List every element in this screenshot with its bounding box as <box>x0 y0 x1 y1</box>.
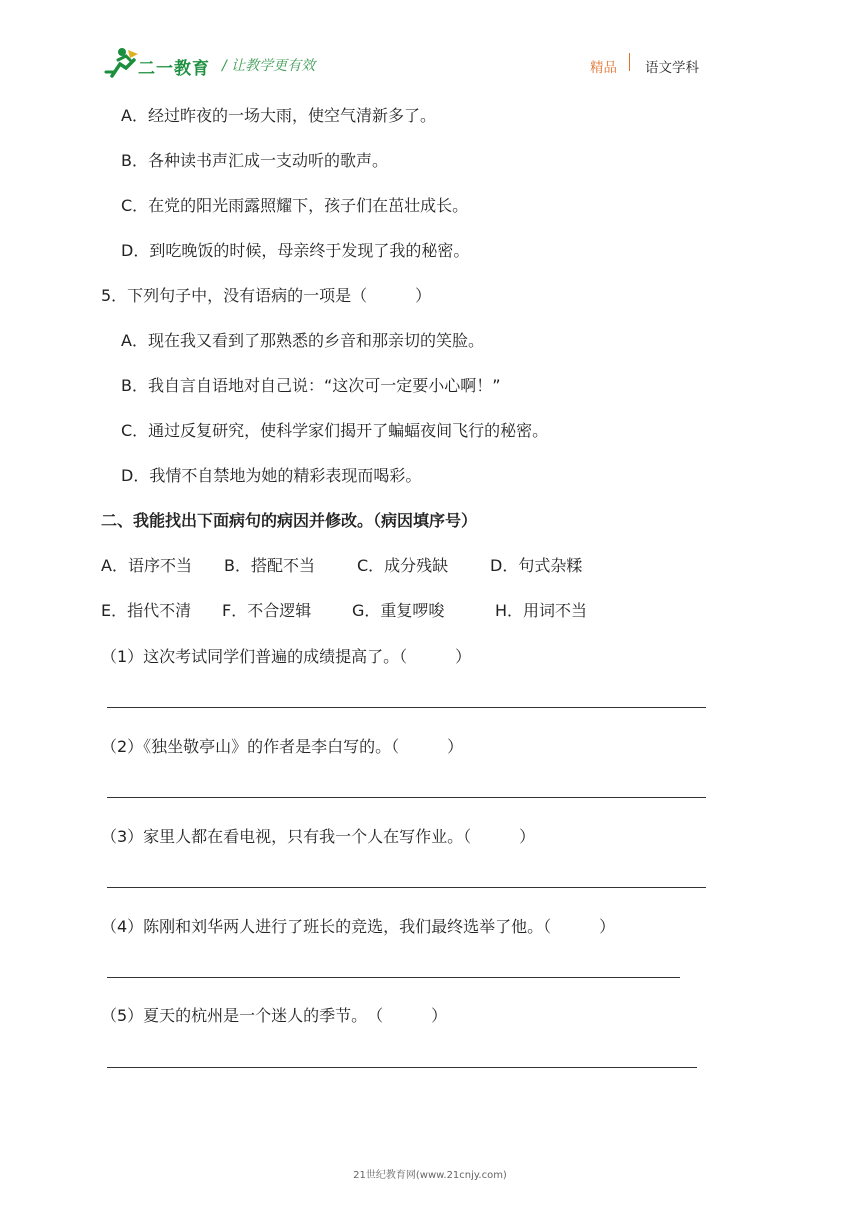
cause-b: B．搭配不当 <box>224 556 315 575</box>
item-4: （4）陈刚和刘华两人进行了班长的竞选，我们最终选举了他。（ ） <box>101 917 616 936</box>
header-divider <box>629 53 630 71</box>
cause-g: G．重复啰唆 <box>352 601 445 620</box>
cause-e: E．指代不清 <box>101 601 192 620</box>
logo-text: 二一教育 <box>138 59 210 79</box>
cause-c: C．成分残缺 <box>357 556 449 575</box>
answer-line-2[interactable] <box>107 797 706 798</box>
cause-d: D．句式杂糅 <box>490 556 583 575</box>
answer-line-3[interactable] <box>107 887 706 888</box>
item-2: （2）《独坐敬亭山》的作者是李白写的。（ ） <box>101 737 464 756</box>
q5-stem: 5．下列句子中，没有语病的一项是（ ） <box>101 286 432 305</box>
q4-option-c: C．在党的阳光雨露照耀下，孩子们在茁壮成长。 <box>121 196 469 215</box>
q5-option-b: B．我自言自语地对自己说：“这次可一定要小心啊！” <box>121 376 501 395</box>
q5-option-c: C．通过反复研究，使科学家们揭开了蝙蝠夜间飞行的秘密。 <box>121 421 549 440</box>
premium-label: 精品 <box>590 60 617 76</box>
footer-watermark: 21世纪教育网(www.21cnjy.com) <box>353 1170 507 1181</box>
cause-a: A．语序不当 <box>101 556 192 575</box>
answer-line-1[interactable] <box>107 707 706 708</box>
subject-label: 语文学科 <box>645 60 699 76</box>
item-5: （5）夏天的杭州是一个迷人的季节。 （ ） <box>101 1006 448 1025</box>
q4-option-d: D．到吃晚饭的时候，母亲终于发现了我的秘密。 <box>121 241 470 260</box>
q5-option-d: D．我情不自禁地为她的精彩表现而喝彩。 <box>121 466 422 485</box>
q4-option-b: B．各种读书声汇成一支动听的歌声。 <box>121 151 388 170</box>
section2-title: 二、我能找出下面病句的病因并修改。（病因填序号） <box>101 511 478 530</box>
cause-f: F．不合逻辑 <box>222 601 312 620</box>
q5-option-a: A．现在我又看到了那熟悉的乡音和那亲切的笑脸。 <box>121 331 484 350</box>
item-1: （1）这次考试同学们普遍的成绩提高了。（ ） <box>101 647 472 666</box>
slogan: / 让教学更有效 <box>222 58 316 74</box>
answer-line-4[interactable] <box>107 977 680 978</box>
answer-line-5[interactable] <box>107 1067 697 1068</box>
cause-h: H．用词不当 <box>495 601 588 620</box>
item-3: （3）家里人都在看电视，只有我一个人在写作业。（ ） <box>101 827 536 846</box>
q4-option-a: A．经过昨夜的一场大雨，使空气清新多了。 <box>121 106 436 125</box>
